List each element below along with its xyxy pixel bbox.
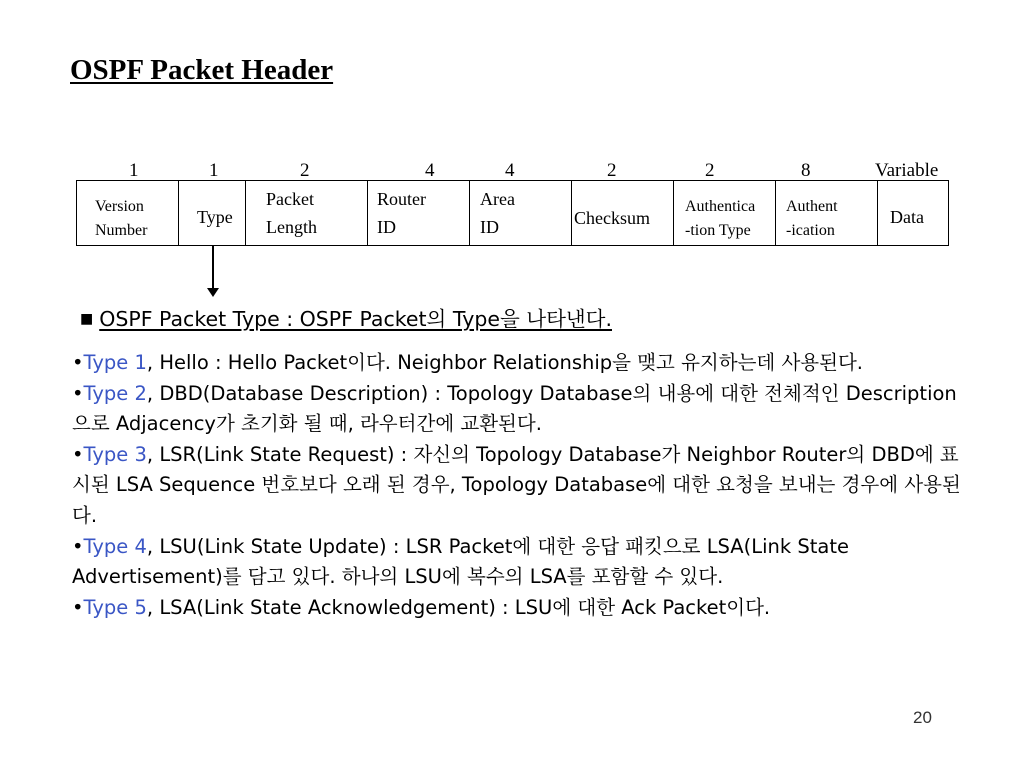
byte-size-authentication: 8 — [801, 160, 811, 181]
type-label: Type 5 — [83, 595, 147, 619]
type-label: Type 1 — [83, 351, 147, 374]
field-label: Length — [266, 217, 317, 237]
arrow-down-icon — [207, 288, 219, 297]
packet-type-list — [72, 348, 972, 623]
field-version-number — [76, 180, 179, 246]
byte-size-checksum: 2 — [607, 160, 617, 181]
byte-size-auth-type: 2 — [705, 160, 715, 181]
type-label: Type 4 — [83, 534, 147, 558]
type-description: , LSU(Link State Update) : LSR Packet에 대한 응답 패킷으로 LSA(Link State Advertisement)를 담고 있다. 하나의 LSU에 복수의 LSA를 포함할 수 있다. — [72, 534, 849, 589]
bullet-icon: • — [72, 381, 84, 405]
packet-type-subheading — [80, 302, 612, 332]
type-label: Type 3 — [83, 442, 147, 466]
list-item-type-1 — [72, 348, 972, 379]
ospf-header-table — [76, 180, 949, 246]
list-item-type-5 — [72, 593, 972, 624]
field-authentication — [775, 180, 878, 246]
field-label: Authentica — [685, 198, 756, 215]
bullet-icon: • — [72, 351, 84, 374]
field-label: ID — [377, 217, 396, 237]
field-label: Router — [377, 189, 426, 209]
list-item-type-4 — [72, 532, 972, 593]
field-label: Area — [480, 189, 515, 209]
field-label: Data — [890, 207, 924, 227]
field-data — [877, 180, 949, 246]
type-description: , LSR(Link State Request) : 자신의 Topology Database가 Neighbor Router의 DBD에 표시된 LSA Sequence 번호보다 오래 된 경우, Topology Database에 대한 요청을 보내는 경우에 사용된다. — [72, 442, 961, 527]
type-description: , DBD(Database Description) : Topology Database의 내용에 대한 전체적인 Description으로 Adjacency가 초기화 될 때, 라우터간에 교환된다. — [72, 381, 957, 436]
byte-size-area-id: 4 — [505, 160, 515, 181]
type-description: , LSA(Link State Acknowledgement) : LSU에 대한 Ack Packet이다. — [146, 595, 771, 619]
type-arrow-shaft — [212, 246, 214, 292]
field-router-id — [367, 180, 470, 246]
list-item-type-3 — [72, 440, 972, 532]
field-label: Number — [95, 222, 148, 239]
field-area-id — [469, 180, 572, 246]
byte-size-data: Variable — [875, 160, 939, 181]
byte-size-version: 1 — [129, 160, 139, 181]
field-label: -ication — [786, 222, 835, 239]
bullet-icon: • — [72, 534, 84, 558]
field-label: -tion Type — [685, 222, 751, 239]
field-checksum — [571, 180, 674, 246]
square-bullet-icon: ■ — [80, 311, 94, 327]
field-packet-length — [245, 180, 368, 246]
field-label: ID — [480, 217, 499, 237]
byte-size-type: 1 — [209, 160, 219, 181]
field-label: Authent — [786, 198, 838, 215]
bullet-icon: • — [72, 595, 84, 619]
slide-title: OSPF Packet Header — [70, 54, 334, 86]
list-item-type-2 — [72, 379, 972, 440]
byte-size-packet-length: 2 — [300, 160, 310, 181]
type-label: Type 2 — [83, 381, 147, 405]
field-label: Version — [95, 198, 144, 215]
field-label: Checksum — [574, 208, 650, 228]
field-type — [178, 180, 246, 246]
field-label: Packet — [266, 189, 314, 209]
byte-size-router-id: 4 — [425, 160, 435, 181]
type-description: , Hello : Hello Packet이다. Neighbor Relationship을 맺고 유지하는데 사용된다. — [146, 351, 864, 374]
subheading-text: OSPF Packet Type : OSPF Packet의 Type을 나타낸다. — [99, 307, 612, 331]
field-authentication-type — [673, 180, 776, 246]
page-number: 20 — [913, 708, 932, 727]
bullet-icon: • — [72, 442, 84, 466]
field-label: Type — [197, 207, 233, 227]
